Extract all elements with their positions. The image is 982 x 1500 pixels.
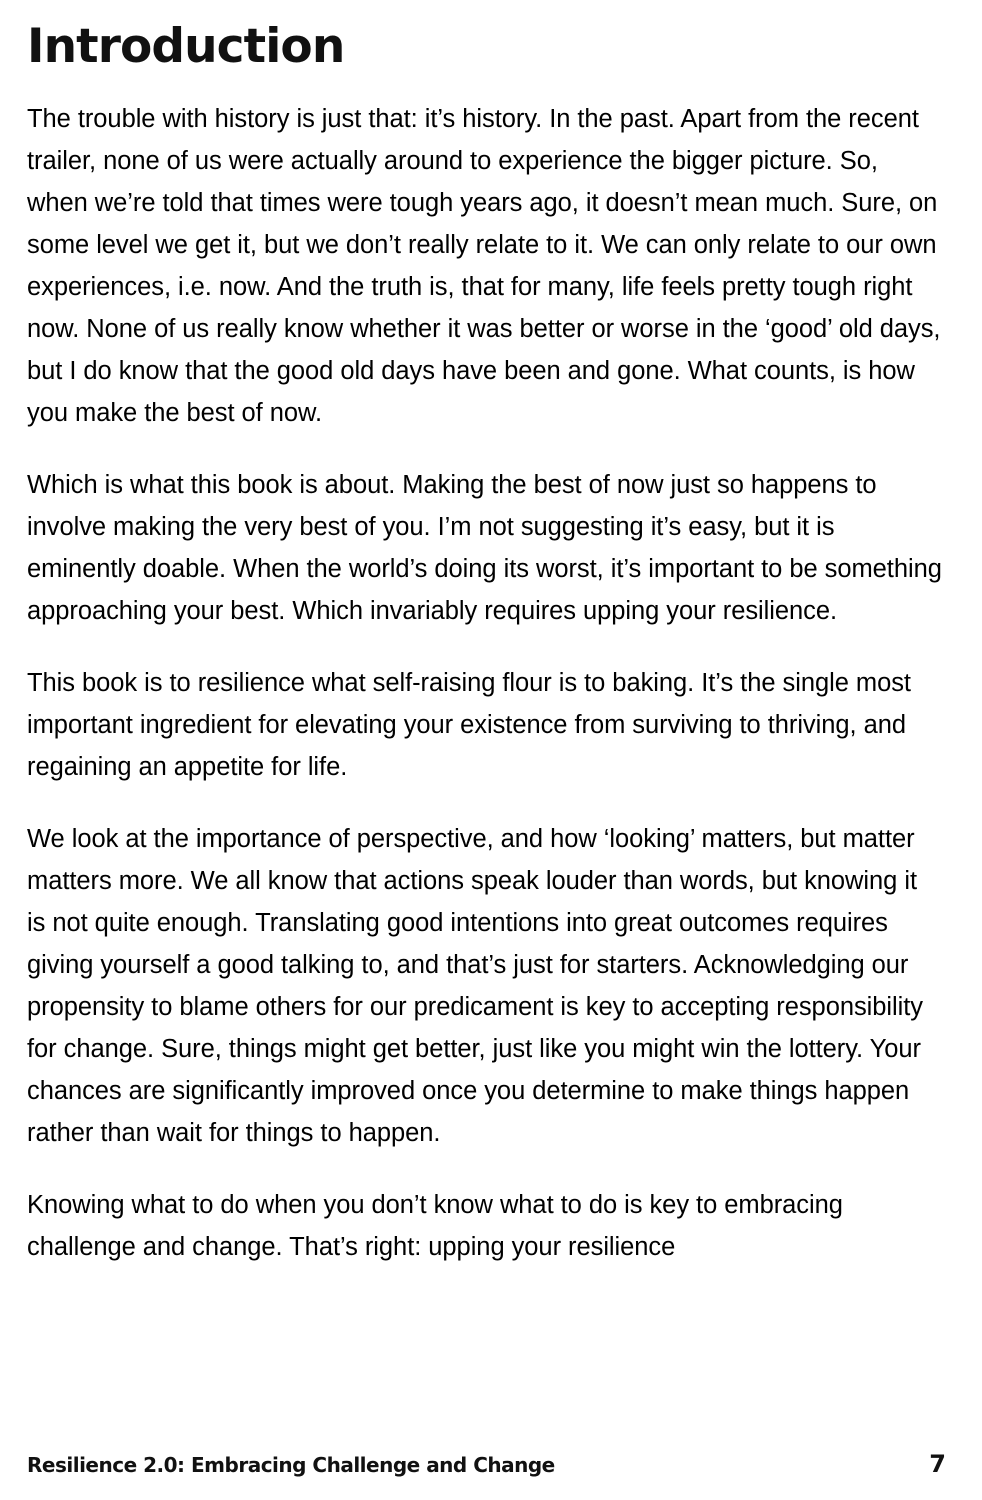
paragraph: Which is what this book is about. Making the best of now just so happens to involve making the very best of you. I’m not suggesting it’s easy, but it is eminently doable. When the world’s doing its worst, it’s important to be something approaching your best. Which invariably requires upping your resilience. bbox=[27, 470, 942, 625]
footer-page-number: 7 bbox=[929, 1450, 946, 1478]
page-footer bbox=[27, 1450, 946, 1478]
paragraph: The trouble with history is just that: it’s history. In the past. Apart from the recent trailer, none of us were actually around to experience the bigger picture. So, when we’re told that times were tough years ago, it doesn’t mean much. Sure, on some level we get it, but we don’t really relate to it. We can only relate to our own experiences, i.e. now. And the truth is, that for many, life feels pretty tough right now. None of us really know whether it was better or worse in the ‘good’ old days, but I do know that the good old days have been and gone. What counts, is how you make the best of now. bbox=[27, 104, 941, 427]
page-title: Introduction bbox=[27, 19, 345, 74]
paragraph: We look at the importance of perspective, and how ‘looking’ matters, but matter matters more. We all know that actions speak louder than words, but knowing it is not quite enough. Translating good intentions into great outcomes requires giving yourself a good talking to, and that’s just for starters. Acknowledging our propensity to blame others for our predicament is key to accepting responsibility for change. Sure, things might get better, just like you might win the lottery. Your chances are significantly improved once you determine to make things happen rather than wait for things to happen. bbox=[27, 824, 923, 1147]
paragraph: This book is to resilience what self-raising flour is to baking. It’s the single most important ingredient for elevating your existence from surviving to thriving, and regaining an appetite for life. bbox=[27, 668, 911, 781]
paragraph: Knowing what to do when you don’t know what to do is key to embracing challenge and change. That’s right: upping your resilience bbox=[27, 1190, 843, 1261]
footer-book-title: Resilience 2.0: Embracing Challenge and Change bbox=[27, 1453, 555, 1477]
body-text bbox=[27, 98, 942, 1268]
